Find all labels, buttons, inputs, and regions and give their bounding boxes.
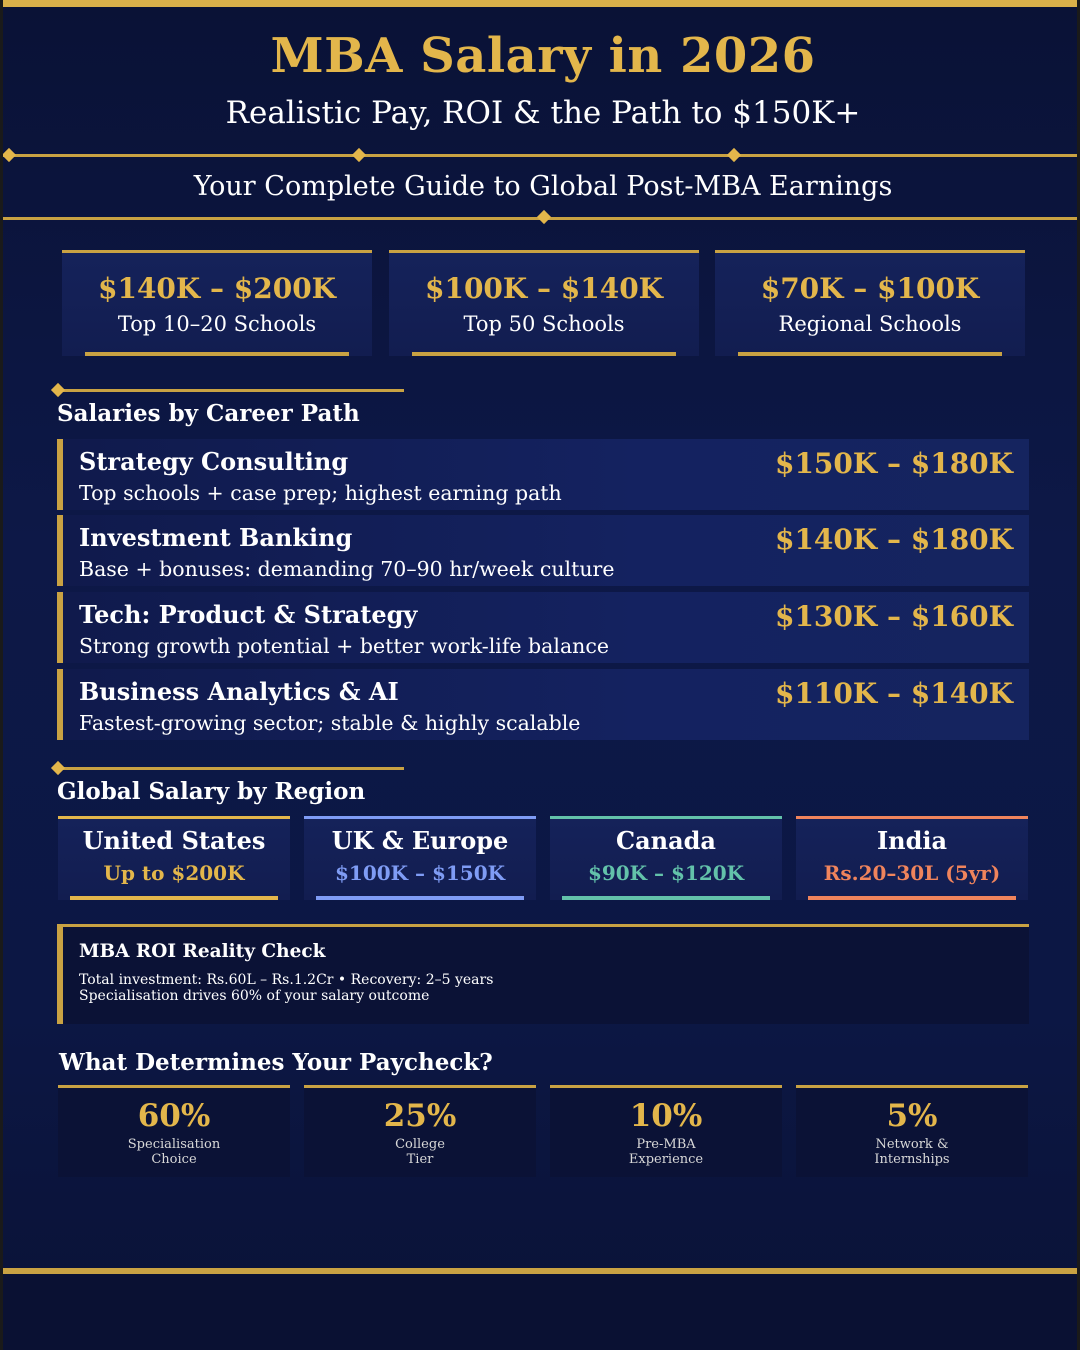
region-salary: $90K – $120K — [587, 861, 745, 885]
career-name: Investment Banking — [79, 523, 353, 552]
roi-reality-check-box — [57, 924, 1029, 1024]
region-name: India — [876, 826, 948, 855]
section-divider — [57, 389, 404, 392]
career-name: Business Analytics & AI — [79, 677, 399, 706]
region-accent-top — [58, 816, 290, 819]
page-title: MBA Salary in 2026 — [270, 28, 816, 84]
region-accent-bottom — [70, 896, 278, 900]
region-card-india — [796, 816, 1028, 900]
career-description: Strong growth potential + better work-life balance — [79, 634, 609, 658]
tier-salary-range: $70K – $100K — [760, 272, 980, 305]
factor-percent: 10% — [629, 1098, 703, 1134]
region-name: Canada — [616, 826, 716, 855]
factor-percent: 25% — [383, 1098, 457, 1134]
region-name: United States — [82, 826, 266, 855]
region-accent-top — [304, 816, 536, 819]
region-accent-top — [796, 816, 1028, 819]
region-card-canada — [550, 816, 782, 900]
factor-label-line1: College — [395, 1137, 445, 1152]
tier-label: Regional Schools — [778, 312, 962, 336]
career-description: Base + bonuses: demanding 70–90 hr/week culture — [79, 557, 615, 581]
career-description: Top schools + case prep; highest earning path — [79, 481, 562, 505]
factor-label-line1: Network & — [875, 1137, 949, 1152]
factors-section-title: What Determines Your Paycheck? — [59, 1049, 493, 1076]
career-salary: $110K – $140K — [774, 677, 1013, 710]
divider-diamond-icon — [352, 148, 366, 162]
factor-percent: 5% — [886, 1098, 938, 1134]
factor-label-line1: Pre-MBA — [636, 1137, 696, 1152]
region-salary: $100K – $150K — [334, 861, 506, 885]
divider-diamond-icon — [727, 148, 741, 162]
tier-salary-range: $100K – $140K — [424, 272, 664, 305]
factor-label-line2: Internships — [874, 1152, 950, 1167]
career-name: Tech: Product & Strategy — [79, 600, 418, 629]
tier-underline — [412, 352, 676, 356]
divider-diamond-icon — [51, 761, 65, 775]
page-tagline: Your Complete Guide to Global Post-MBA Earnings — [193, 171, 893, 202]
career-salary: $140K – $180K — [774, 523, 1013, 556]
factor-card-specialisation — [58, 1085, 290, 1177]
factor-label-line2: Tier — [406, 1152, 434, 1167]
tier-underline — [738, 352, 1002, 356]
career-description: Fastest-growing sector; stable & highly scalable — [79, 711, 581, 735]
tier-label: Top 50 Schools — [463, 312, 625, 336]
bottom-band — [3, 1274, 1080, 1350]
factor-label-line2: Experience — [628, 1152, 704, 1167]
divider-diamond-icon — [537, 210, 551, 224]
career-salary: $130K – $160K — [774, 600, 1013, 633]
page-subtitle: Realistic Pay, ROI & the Path to $150K+ — [225, 95, 861, 131]
region-accent-top — [550, 816, 782, 819]
factor-percent: 60% — [137, 1098, 211, 1134]
tier-card-top-10-20 — [62, 250, 372, 356]
top-gold-bar — [3, 0, 1080, 7]
factor-card-college-tier — [304, 1085, 536, 1177]
career-row-tech-product — [57, 592, 1029, 663]
region-accent-bottom — [562, 896, 770, 900]
tier-label: Top 10–20 Schools — [117, 312, 317, 336]
factor-label-line1: Specialisation — [127, 1137, 221, 1152]
factor-label-line2: Choice — [151, 1152, 197, 1167]
tier-underline — [85, 352, 349, 356]
career-section-title: Salaries by Career Path — [57, 400, 360, 427]
career-salary: $150K – $180K — [774, 447, 1013, 480]
roi-title: MBA ROI Reality Check — [79, 941, 326, 962]
roi-line-specialisation: Specialisation drives 60% of your salary outcome — [79, 988, 430, 1004]
region-salary: Rs.20–30L (5yr) — [823, 861, 1001, 885]
career-name: Strategy Consulting — [79, 447, 349, 476]
tier-salary-range: $140K – $200K — [97, 272, 337, 305]
tier-card-regional — [715, 250, 1025, 356]
career-row-business-analytics — [57, 669, 1029, 740]
region-name: UK & Europe — [331, 826, 509, 855]
career-row-strategy-consulting — [57, 439, 1029, 510]
factor-card-network-internships — [796, 1085, 1028, 1177]
tier-card-top-50 — [389, 250, 699, 356]
section-divider — [57, 767, 404, 770]
region-accent-bottom — [316, 896, 524, 900]
career-row-investment-banking — [57, 515, 1029, 586]
divider-diamond-icon — [2, 148, 16, 162]
region-accent-bottom — [808, 896, 1016, 900]
divider-diamond-icon — [51, 383, 65, 397]
region-card-uk-europe — [304, 816, 536, 900]
region-salary: Up to $200K — [103, 861, 245, 885]
factor-card-pre-mba-experience — [550, 1085, 782, 1177]
header-divider — [3, 154, 1080, 157]
roi-line-investment: Total investment: Rs.60L – Rs.1.2Cr • Recovery: 2–5 years — [79, 972, 494, 988]
region-section-title: Global Salary by Region — [57, 778, 366, 805]
region-card-united-states — [58, 816, 290, 900]
